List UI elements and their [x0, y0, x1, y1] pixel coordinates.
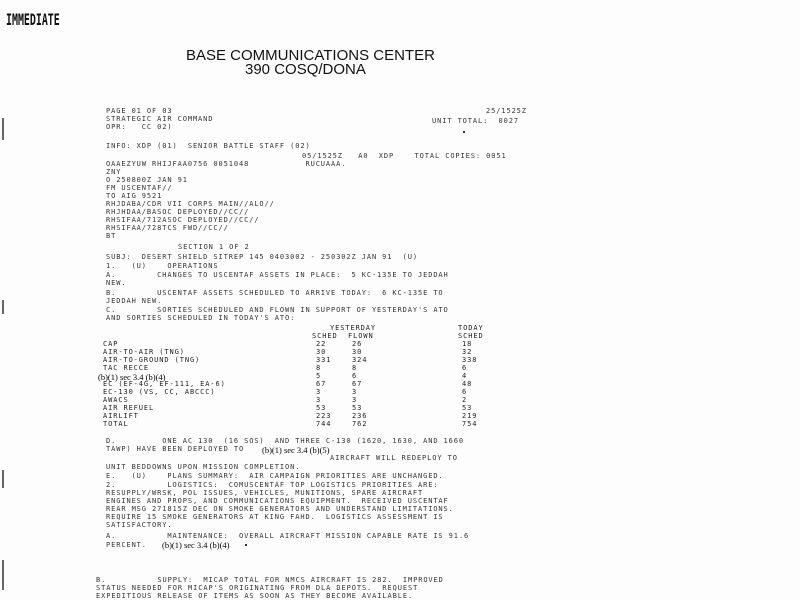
- supply-line-2: STATUS NEEDED FOR MICAP'S ORIGINATING FROM DLA DEPOTS. REQUEST: [96, 584, 419, 592]
- table-col-sched: SCHED: [312, 332, 338, 340]
- table-cell-flown: 3: [352, 396, 358, 404]
- table-row-label: AWACS: [103, 396, 129, 404]
- table-cell-today: 6: [462, 364, 468, 372]
- header-line-1: BASE COMMUNICATIONS CENTER: [186, 47, 435, 64]
- subject-line: SUBJ: DESERT SHIELD SITREP 145 0403002 - 250302Z JAN 91 (U): [106, 253, 418, 261]
- para-d-line-4: UNIT BEDDOWNS UPON MISSION COMPLETION.: [106, 463, 301, 471]
- para-a-line-2: NEW.: [106, 279, 127, 287]
- bt-line: BT: [106, 232, 117, 240]
- table-cell-flown: 26: [352, 340, 363, 348]
- routing-line: OAAEZYUW RHIJFAA0756 0051048 RUCUAAA.: [106, 160, 347, 168]
- table-cell-sched: 223: [316, 412, 332, 420]
- table-cell-flown: 6: [352, 372, 358, 380]
- table-cell-today: 219: [462, 412, 478, 420]
- scan-edge-mark: [2, 470, 4, 488]
- addressee-1: RHJDABA/CDR VII CORPS MAIN//ALO//: [106, 200, 275, 208]
- precedence-stamp: IMMEDIATE: [6, 10, 60, 29]
- table-cell-today: 4: [462, 372, 468, 380]
- logistics-line-4: REAR MSG 271815Z DEC ON SMOKE GENERATORS AND UNDERSTAND LIMITATIONS.: [106, 505, 454, 513]
- table-cell-flown: 53: [352, 404, 363, 412]
- addressee-2: RHJHDAA/BASOC DEPLOYED//CC//: [106, 208, 250, 216]
- table-row-label: AIR REFUEL: [103, 404, 155, 412]
- table-row-label: EC (EF-4G, EF-111, EA-6): [103, 380, 226, 388]
- table-cell-today: 2: [462, 396, 468, 404]
- para-c-line-2: AND SORTIES SCHEDULED IN TODAY'S ATO:: [106, 314, 296, 322]
- table-cell-today: 32: [462, 348, 473, 356]
- logistics-line-6: SATISFACTORY.: [106, 521, 173, 529]
- command-line: STRATEGIC AIR COMMAND: [106, 115, 214, 123]
- table-cell-sched: 53: [316, 404, 327, 412]
- logistics-line-1: 2. LOGISTICS: COMUSCENTAF TOP LOGISTICS PRIORITIES ARE:: [106, 481, 439, 489]
- table-cell-sched: 30: [316, 348, 327, 356]
- supply-line-3: EXPEDITIOUS RELEASE OF ITEMS AS SOON AS THEY BECOME AVAILABLE.: [96, 592, 414, 600]
- maintenance-line-2: PERCENT.: [106, 541, 147, 549]
- table-cell-flown: 236: [352, 412, 368, 420]
- table-group-today: TODAY: [458, 324, 484, 332]
- table-col-flown: FLOWN: [348, 332, 374, 340]
- section-line: SECTION 1 OF 2: [178, 243, 250, 251]
- table-row-label: AIR-TO-AIR (TNG): [103, 348, 185, 356]
- para-d-line-2: TAWP) HAVE BEEN DEPLOYED TO: [106, 445, 245, 453]
- para-d-line-1: D. ONE AC 130 (16 SOS) AND THREE C-130 (1620, 1630, AND 1660: [106, 437, 465, 445]
- para-a-line-1: A. CHANGES TO USCENTAF ASSETS IN PLACE: 5 KC-135E TO JEDDAH: [106, 271, 449, 279]
- to-line: TO AIG 9521: [106, 192, 163, 200]
- supply-line-1: B. SUPPLY: MICAP TOTAL FOR NMCS AIRCRAFT IS 282. IMPROVED: [96, 576, 444, 584]
- table-cell-sched: 744: [316, 420, 332, 428]
- speck: [245, 544, 247, 546]
- table-cell-sched: 331: [316, 356, 332, 364]
- table-cell-flown: 324: [352, 356, 368, 364]
- copies-line: 05/1525Z A0 XDP TOTAL COPIES: 0051: [302, 152, 507, 160]
- table-cell-today: 48: [462, 380, 473, 388]
- logistics-line-3: ENGINES AND PROPS, AND COMMUNICATIONS EQUIPMENT. RECEIVED USCENTAF: [106, 497, 449, 505]
- redaction-label: (b)(1) sec 3.4 (b)(4): [98, 372, 166, 382]
- table-cell-flown: 30: [352, 348, 363, 356]
- para-d-line-3: AIRCRAFT WILL REDEPLOY TO: [330, 454, 458, 462]
- zny-line: ZNY: [106, 168, 122, 176]
- para-c-line-1: C. SORTIES SCHEDULED AND FLOWN IN SUPPORT OF YESTERDAY'S ATO: [106, 306, 449, 314]
- plans-summary: E. (U) PLANS SUMMARY: AIR CAMPAIGN PRIORITIES ARE UNCHANGED.: [106, 472, 444, 480]
- table-row-label: EC-130 (VS, CC, ABCCC): [103, 388, 216, 396]
- speck: [463, 131, 465, 133]
- dtg-right: 25/1525Z: [486, 107, 527, 115]
- para-b-line-2: JEDDAH NEW.: [106, 297, 163, 305]
- table-cell-today: 6: [462, 388, 468, 396]
- addressee-4: RHSIFAA/728TCS FWD//CC//: [106, 224, 229, 232]
- addressee-3: RHSIFAA/712ASOC DEPLOYED//CC//: [106, 216, 260, 224]
- table-row-label: AIRLIFT: [103, 412, 139, 420]
- unit-total: UNIT TOTAL: 0027: [432, 117, 519, 125]
- table-cell-today: 754: [462, 420, 478, 428]
- logistics-line-2: RESUPPLY/WRSK, POL ISSUES, VEHICLES, MUNITIONS, SPARE AIRCRAFT: [106, 489, 424, 497]
- table-cell-sched: 3: [316, 388, 322, 396]
- header-line-2: 390 COSQ/DONA: [245, 61, 366, 78]
- opr-line: OPR: CC 02): [106, 123, 173, 131]
- table-group-yesterday: YESTERDAY: [330, 324, 377, 332]
- from-line: FM USCENTAF//: [106, 184, 173, 192]
- table-cell-today: 18: [462, 340, 473, 348]
- table-cell-flown: 3: [352, 388, 358, 396]
- table-row-label: AIR-TO-GROUND (TNG): [103, 356, 201, 364]
- table-col-today: SCHED: [458, 332, 484, 340]
- scan-edge-mark: [2, 300, 4, 314]
- redaction-label: (b)(1) sec 3.4 (b)(5): [262, 445, 330, 455]
- table-cell-sched: 3: [316, 396, 322, 404]
- page-number: PAGE 01 OF 03: [106, 107, 173, 115]
- table-cell-today: 338: [462, 356, 478, 364]
- scan-edge-mark: [2, 560, 4, 590]
- table-row-label: CAP: [103, 340, 119, 348]
- table-cell-flown: 67: [352, 380, 363, 388]
- table-cell-sched: 8: [316, 364, 322, 372]
- table-cell-sched: 67: [316, 380, 327, 388]
- table-row-label: TAC RECCE: [103, 364, 150, 372]
- table-row-label: TOTAL: [103, 420, 129, 428]
- table-cell-sched: 5: [316, 372, 322, 380]
- maintenance-line-1: A. MAINTENANCE: OVERALL AIRCRAFT MISSION CAPABLE RATE IS 91.6: [106, 532, 470, 540]
- operations-heading: 1. (U) OPERATIONS: [106, 262, 219, 270]
- logistics-line-5: REQUIRE 15 SMOKE GENERATORS AT KING FAHD. LOGISTICS ASSESSMENT IS: [106, 513, 444, 521]
- redaction-label: (b)(1) sec 3.4 (b)(4): [162, 540, 230, 550]
- dtg-line: O 250800Z JAN 91: [106, 176, 188, 184]
- scan-edge-mark: [2, 118, 4, 140]
- para-b-line-1: B. USCENTAF ASSETS SCHEDULED TO ARRIVE TODAY: 6 KC-135E TO: [106, 289, 444, 297]
- table-cell-flown: 8: [352, 364, 358, 372]
- table-cell-sched: 22: [316, 340, 327, 348]
- table-cell-today: 53: [462, 404, 473, 412]
- info-line: INFO: XDP (01) SENIOR BATTLE STAFF (02): [106, 142, 311, 150]
- table-cell-flown: 762: [352, 420, 368, 428]
